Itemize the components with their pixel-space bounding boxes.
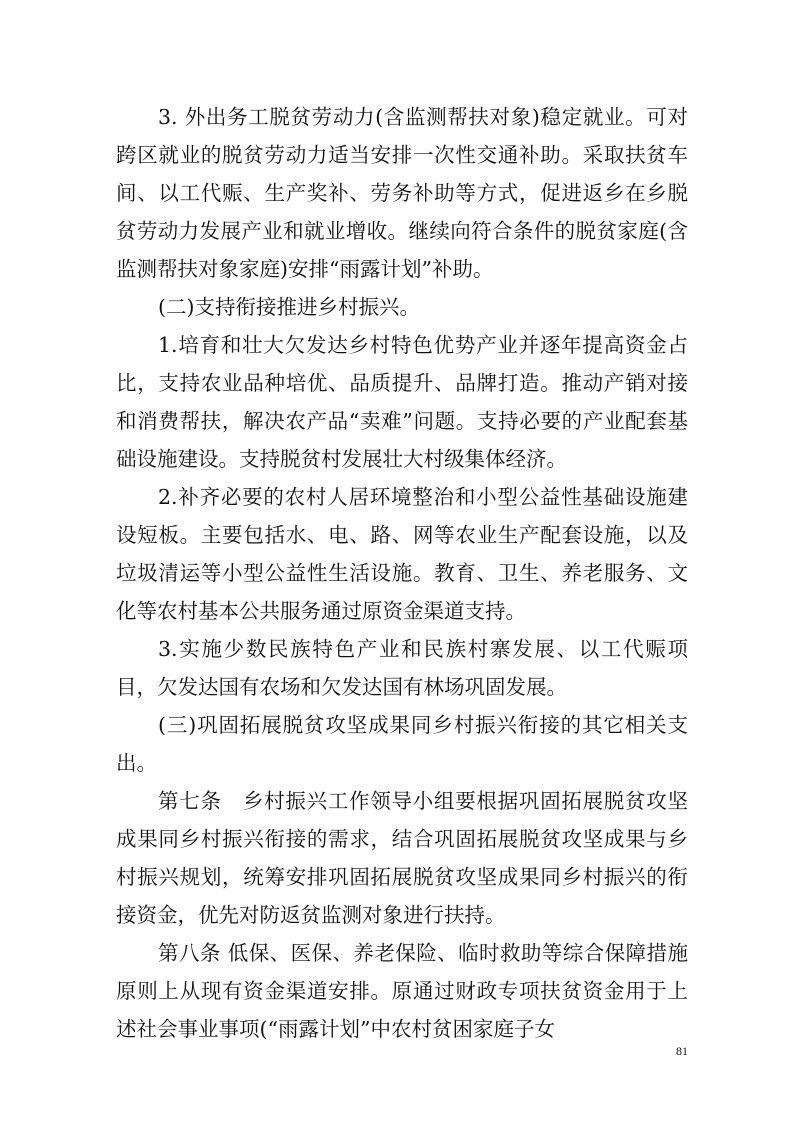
paragraph-industry-development: 1.培育和壮大欠发达乡村特色优势产业并逐年提高资金占比，支持农业品种培优、品质提升、品牌打造。推动产销对接和消费帮扶，解决农产品“卖难”问题。支持必要的产业配套基础设施建设。支持脱贫村发展壮大村级集体经济。 (116, 333, 688, 471)
article-eight: 第八条 低保、医保、养老保险、临时救助等综合保障措施原则上从现有资金渠道安排。原通过财政专项扶贫资金用于上述社会事业事项(“雨露计划”中农村贫困家庭子女 (116, 941, 688, 1041)
body-text (116, 98, 688, 1048)
article-seven: 第七条 乡村振兴工作领导小组要根据巩固拓展脱贫攻坚成果同乡村振兴衔接的需求，结合巩固拓展脱贫攻坚成果与乡村振兴规划，统筹安排巩固拓展脱贫攻坚成果同乡村振兴的衔接资金，优先对防返贫监测对象进行扶持。 (116, 789, 688, 927)
paragraph-migrant-employment: 3. 外出务工脱贫劳动力(含监测帮扶对象)稳定就业。可对跨区就业的脱贫劳动力适当安排一次性交通补助。采取扶贫车间、以工代赈、生产奖补、劳务补助等方式，促进返乡在乡脱贫劳动力发展产业和就业增收。继续向符合条件的脱贫家庭(含监测帮扶对象家庭)安排“雨露计划”补助。 (116, 105, 688, 281)
page-number: 81 (676, 1044, 688, 1058)
paragraph-infrastructure: 2.补齐必要的农村人居环境整治和小型公益性基础设施建设短板。主要包括水、电、路、网等农业生产配套设施，以及垃圾清运等小型公益性生活设施。教育、卫生、养老服务、文化等农村基本公共服务通过原资金渠道支持。 (116, 485, 688, 623)
heading-rural-revitalization-support: (二)支持衔接推进乡村振兴。 (158, 295, 420, 319)
heading-other-expenditures: (三)巩固拓展脱贫攻坚成果同乡村振兴衔接的其它相关支出。 (116, 713, 688, 775)
paragraph-ethnic-industry: 3.实施少数民族特色产业和民族村寨发展、以工代赈项目，欠发达国有农场和欠发达国有林场巩固发展。 (116, 637, 688, 699)
